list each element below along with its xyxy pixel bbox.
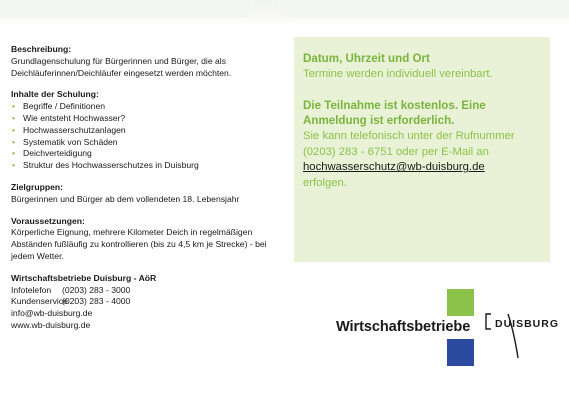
bullet-icon: • [12,148,16,159]
target-groups-section [11,182,291,206]
list-item: • Struktur des Hochwasserschutzes in Duisburg [12,160,199,171]
target-groups-text: Bürgerinnen und Bürger ab dem vollendeten 18. Lebensjahr [11,193,240,204]
register-line-1: Sie kann telefonisch unter der Rufnummer [303,129,515,142]
contents-heading: Inhalte der Schulung: [11,89,99,100]
contents-list [11,101,291,172]
date-heading: Datum, Uhrzeit und Ort [303,52,430,65]
contact-org: Wirtschaftsbetriebe Duisburg - AöR [11,272,157,283]
info-phone-row [11,285,291,297]
bullet-icon: • [12,101,16,112]
register-email-link[interactable]: hochwasserschutz@wb-duisburg.de [303,161,485,174]
service-phone-label: Kundenservice [11,296,68,307]
info-phone-value[interactable]: (0203) 283 - 3000 [62,284,131,295]
contact-website[interactable]: www.wb-duisburg.de [11,319,91,330]
list-item: • Begriffe / Definitionen [12,101,106,112]
target-groups-heading: Zielgruppen: [11,181,64,192]
register-line-3: erfolgen. [303,176,347,189]
requirements-text: Körperliche Eignung, mehrere Kilometer Deich in regelmäßigen Abständen fußläufig zu kontrollieren (bis zu 4,5 km je Strecke) - bei jedem Wetter. [11,227,267,261]
top-background [0,0,569,30]
bullet-icon: • [12,124,16,135]
description-heading: Beschreibung: [11,44,72,54]
requirements-section [11,216,291,263]
date-text: Termine werden individuell vereinbart. [303,67,493,80]
description-section [11,44,291,79]
requirements-heading: Voraussetzungen: [11,215,85,226]
contact-block [11,273,291,332]
register-line-2: (0203) 283 - 6751 oder per E-Mail an [303,145,489,158]
logo-green-block [447,289,474,316]
top-panel-left [0,0,255,18]
list-item: • Deichverteidigung [12,148,92,159]
list-item: • Hochwasserschutzanlagen [12,124,126,135]
contents-section [11,89,291,172]
list-item: • Wie entsteht Hochwasser? [12,112,126,123]
duisburg-logo-text: DUISBURG [495,318,560,330]
bullet-icon: • [12,136,16,147]
spacer [303,82,541,98]
info-box [294,37,550,262]
free-heading-line-2: Anmeldung ist erforderlich. [303,114,455,128]
bullet-icon: • [12,160,16,171]
service-phone-row [11,296,291,308]
list-item: • Systematik von Schäden [12,136,118,147]
top-panel-right [278,0,569,18]
info-phone-label: Infotelefon [11,284,52,295]
left-column [11,44,291,332]
service-phone-value[interactable]: (0203) 283 - 4000 [62,296,131,307]
free-heading-line-1: Die Teilnahme ist kostenlos. Eine [303,98,486,112]
logo-blue-block [447,339,474,366]
wirtschaftsbetriebe-logo-text: Wirtschaftsbetriebe [336,319,471,335]
description-text: Grundlagenschulung für Bürgerinnen und Bürger, die als Deichläuferinnen/Deichläufer eingesetzt werden möchten. [11,55,232,78]
bullet-icon: • [12,112,16,123]
duisburg-logo [478,310,558,360]
contact-email[interactable]: info@wb-duisburg.de [11,308,93,319]
